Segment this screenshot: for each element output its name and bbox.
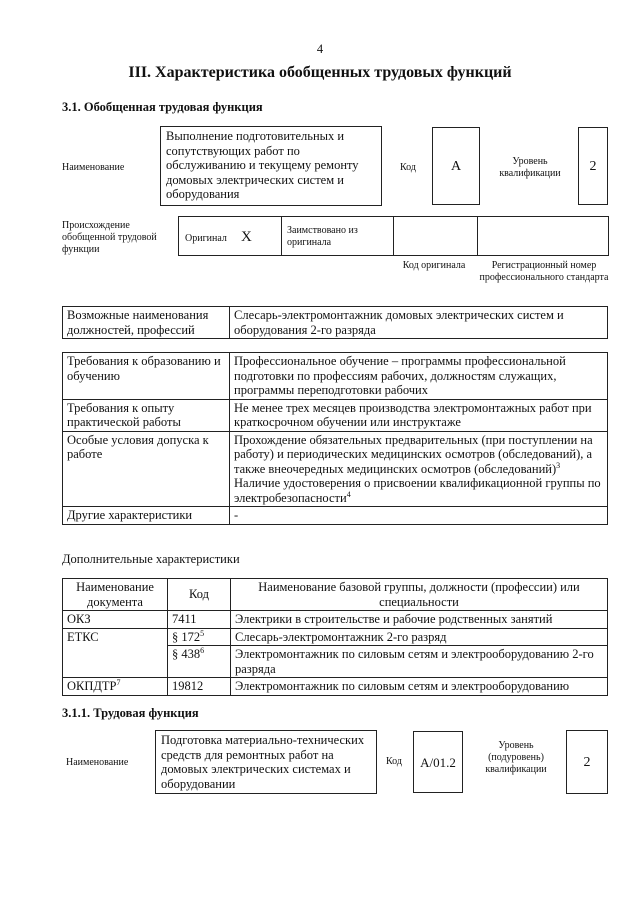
- gtf-heading: 3.1. Обобщенная трудовая функция: [62, 100, 263, 114]
- column-header: Наименование документа: [63, 579, 168, 611]
- tf-name-box: [155, 730, 377, 794]
- origin-code-caption: Код оригинала: [402, 260, 466, 271]
- gtf-code-value: А: [450, 159, 462, 174]
- table-row: [63, 353, 608, 400]
- doc-cell: ЕТКС: [63, 628, 168, 678]
- table-row: [63, 307, 608, 339]
- req-value: Прохождение обязательных предварительных (при поступлении на работу) и периодических медицинских осмотров (обследований), а также внеочередных медицинских осмотров (обследований): [234, 432, 593, 476]
- table-row: [63, 507, 608, 525]
- code-value: § 172: [172, 629, 201, 644]
- additional-heading: Дополнительные характеристики: [62, 552, 240, 566]
- footnote-ref: 6: [200, 645, 205, 655]
- table-row: [63, 678, 608, 696]
- req-value-2: Наличие удостоверения о присвоении квалификационной группы по электробезопасности: [234, 476, 601, 505]
- gtf-name-box: [160, 126, 382, 206]
- origin-divider-3: [477, 217, 478, 255]
- page-number: 4: [316, 42, 324, 56]
- req-label: Другие характеристики: [63, 507, 230, 525]
- footnote-ref: 3: [556, 460, 561, 470]
- doc-value: ОКПДТР: [67, 679, 117, 693]
- name-cell: Электрики в строительстве и рабочие родственных занятий: [231, 611, 608, 629]
- gtf-code-label: Код: [400, 162, 416, 173]
- footnote-ref: 5: [200, 628, 205, 638]
- code-cell: 19812: [168, 678, 231, 696]
- tf-level-value: 2: [583, 755, 591, 770]
- table-header-row: [63, 579, 608, 611]
- positions-label: Возможные наименования должностей, профессий: [63, 307, 230, 339]
- code-cell: [168, 646, 231, 678]
- tf-name-label: Наименование: [66, 757, 129, 768]
- origin-divider-1: [281, 217, 282, 255]
- section-title: III. Характеристика обобщенных трудовых функций: [128, 64, 512, 81]
- req-value: Не менее трех месяцев производства электромонтажных работ при краткосрочном обучении или инструктаже: [230, 399, 608, 431]
- gtf-level-value: 2: [589, 159, 597, 174]
- table-row: [63, 628, 608, 646]
- gtf-level-label: Уровень квалификации: [499, 156, 561, 179]
- gtf-code-box: [432, 127, 480, 205]
- original-mark: X: [241, 229, 252, 245]
- positions-value: Слесарь-электромонтажник домовых электрических систем и оборудования 2-го разряда: [230, 307, 608, 339]
- column-header: Наименование базовой группы, должности (профессии) или специальности: [231, 579, 608, 611]
- origin-table: [178, 216, 609, 256]
- name-cell: Электромонтажник по силовым сетям и электрооборудованию 2-го разряда: [231, 646, 608, 678]
- column-header: Код: [168, 579, 231, 611]
- requirements-table: [62, 352, 608, 525]
- footnote-ref: 4: [346, 489, 351, 499]
- gtf-name-label: Наименование: [62, 162, 125, 173]
- tf-heading: 3.1.1. Трудовая функция: [62, 706, 199, 720]
- tf-level-box: [566, 730, 608, 794]
- additional-table: [62, 578, 608, 696]
- doc-cell: [63, 678, 168, 696]
- gtf-name-value: Выполнение подготовительных и сопутствующих работ по обслуживанию и текущему ремонту домовых электрических систем и оборудования: [166, 129, 359, 201]
- table-row: [63, 399, 608, 431]
- code-cell: [168, 628, 231, 646]
- borrowed-label: Заимствовано из оригинала: [287, 225, 358, 248]
- code-cell: 7411: [168, 611, 231, 629]
- original-label: Оригинал: [185, 233, 227, 244]
- tf-level-label: Уровень (подуровень) квалификации: [485, 740, 547, 775]
- name-cell: Электромонтажник по силовым сетям и электрооборудованию: [231, 678, 608, 696]
- req-value-cell: [230, 431, 608, 507]
- name-cell: Слесарь-электромонтажник 2-го разряд: [231, 628, 608, 646]
- req-label: Особые условия допуска к работе: [63, 431, 230, 507]
- req-value: -: [230, 507, 608, 525]
- tf-name-value: Подготовка материально-технических средств для ремонтных работ на домовых электрических системах и оборудовании: [161, 733, 365, 791]
- gtf-level-box: [578, 127, 608, 205]
- tf-code-box: [413, 731, 463, 793]
- code-value: § 438: [172, 647, 201, 661]
- doc-cell: ОКЗ: [63, 611, 168, 629]
- footnote-ref: 7: [116, 677, 121, 687]
- origin-divider-2: [393, 217, 394, 255]
- reg-number-caption: Регистрационный номер профессионального стандарта: [479, 260, 609, 283]
- tf-code-label: Код: [386, 756, 402, 767]
- table-row: [63, 431, 608, 507]
- tf-code-value: A/01.2: [420, 755, 456, 770]
- table-row: [63, 611, 608, 629]
- req-label: Требования к образованию и обучению: [63, 353, 230, 400]
- origin-label: Происхождение обобщенной трудовой функции: [62, 220, 157, 255]
- req-value: Профессиональное обучение – программы профессиональной подготовки по профессиям рабочих, должностям служащих, программы переподготовки рабочих: [230, 353, 608, 400]
- positions-table: [62, 306, 608, 339]
- req-label: Требования к опыту практической работы: [63, 399, 230, 431]
